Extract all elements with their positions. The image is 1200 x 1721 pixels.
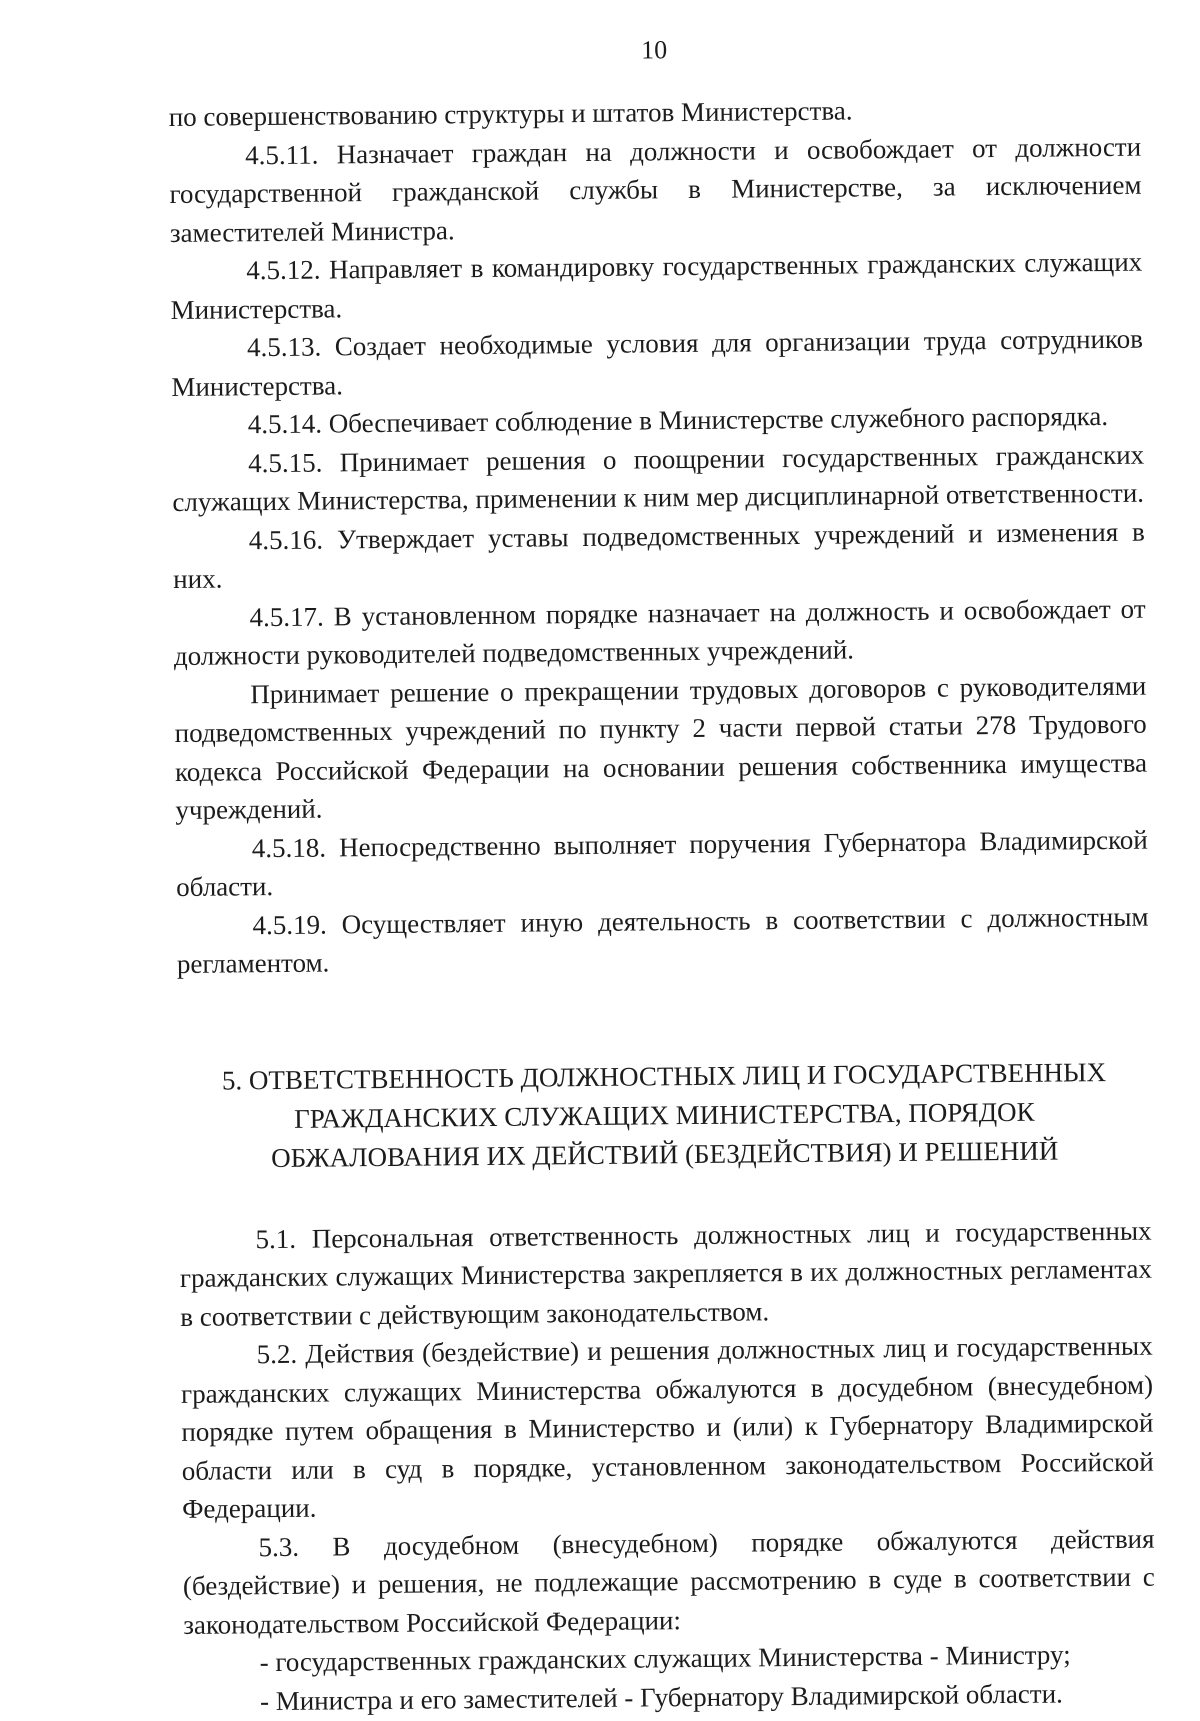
document-page	[168, 27, 1156, 1721]
paragraph-4-5-11: 4.5.11. Назначает граждан на должности и освобождает от должности государственной гражданской службы в Министерстве, за исключением заместителей Министра.	[169, 131, 1142, 248]
paragraph-4-5-18: 4.5.18. Непосредственно выполняет поручения Губернатора Владимирской области.	[176, 824, 1148, 902]
paragraph-continuation: по совершенствованию структуры и штатов Министерства.	[168, 95, 853, 132]
paragraph-5-3: 5.3. В досудебном (внесудебном) порядке обжалуются действия (бездействие) и решения, не подлежащие рассмотрению в суде в соответствии с законодательством Российской Федерации:	[182, 1523, 1155, 1640]
heading-line: 5. ОТВЕТСТВЕННОСТЬ ДОЛЖНОСТНЫХ ЛИЦ И ГОСУДАРСТВЕННЫХ	[221, 1056, 1107, 1096]
paragraph-5-1: 5.1. Персональная ответственность должностных лиц и государственных гражданских служащих Министерства закрепляется в их должностных регламентах в соответствии с действующим законодательством.	[179, 1215, 1153, 1332]
paragraph-5-2: 5.2. Действия (бездействие) и решения должностных лиц и государственных гражданских служащих Министерства обжалуются в досудебном (внесудебном) порядке путем обращения в Министерство и (или) к Губернатору Владимирской области или в суд в порядке, установленном законодательством Российской Федерации.	[180, 1330, 1154, 1524]
paragraph-4-5-17: 4.5.17. В установленном порядке назначает на должность и освобождает от должности руководителей подведомственных учреждений.	[173, 593, 1146, 671]
paragraph-4-5-13: 4.5.13. Создает необходимые условия для организации труда сотрудников Министерства.	[171, 323, 1144, 402]
paragraph-4-5-12: 4.5.12. Направляет в командировку государственных гражданских служащих Министерства.	[170, 246, 1143, 325]
paragraph-4-5-14: 4.5.14. Обеспечивает соблюдение в Министерстве служебного распорядка.	[247, 400, 1109, 440]
section-5-heading	[178, 1052, 1151, 1178]
list-item: - Министра и его заместителей - Губернатору Владимирской области.	[259, 1677, 1063, 1716]
paragraph-4-5-15: 4.5.15. Принимает решения о поощрении государственных гражданских служащих Министерства, применении к ним мер дисциплинарной ответственности.	[172, 439, 1145, 517]
heading-line: ГРАЖДАНСКИХ СЛУЖАЩИХ МИНИСТЕРСТВА, ПОРЯДОК	[294, 1096, 1035, 1134]
paragraph-4-5-17-continued: Принимает решение о прекращении трудовых договоров с руководителями подведомственных учреждений по пункту 2 части первой статьи 278 Трудового кодекса Российской Федерации на основании решения собственника имущества учреждений.	[174, 670, 1148, 825]
heading-line: ОБЖАЛОВАНИЯ ИХ ДЕЙСТВИЙ (БЕЗДЕЙСТВИЯ) И РЕШЕНИЙ	[271, 1135, 1059, 1173]
paragraph-4-5-16: 4.5.16. Утверждает уставы подведомственных учреждений и изменения в них.	[173, 516, 1145, 594]
paragraph-4-5-19: 4.5.19. Осуществляет иную деятельность в соответствии с должностным регламентом.	[176, 901, 1149, 979]
page-number: 10	[641, 35, 668, 65]
list-item: - государственных гражданских служащих Министерства - Министру;	[259, 1639, 1071, 1678]
section-5-text	[179, 1211, 1156, 1721]
section-4-text	[169, 89, 1149, 984]
